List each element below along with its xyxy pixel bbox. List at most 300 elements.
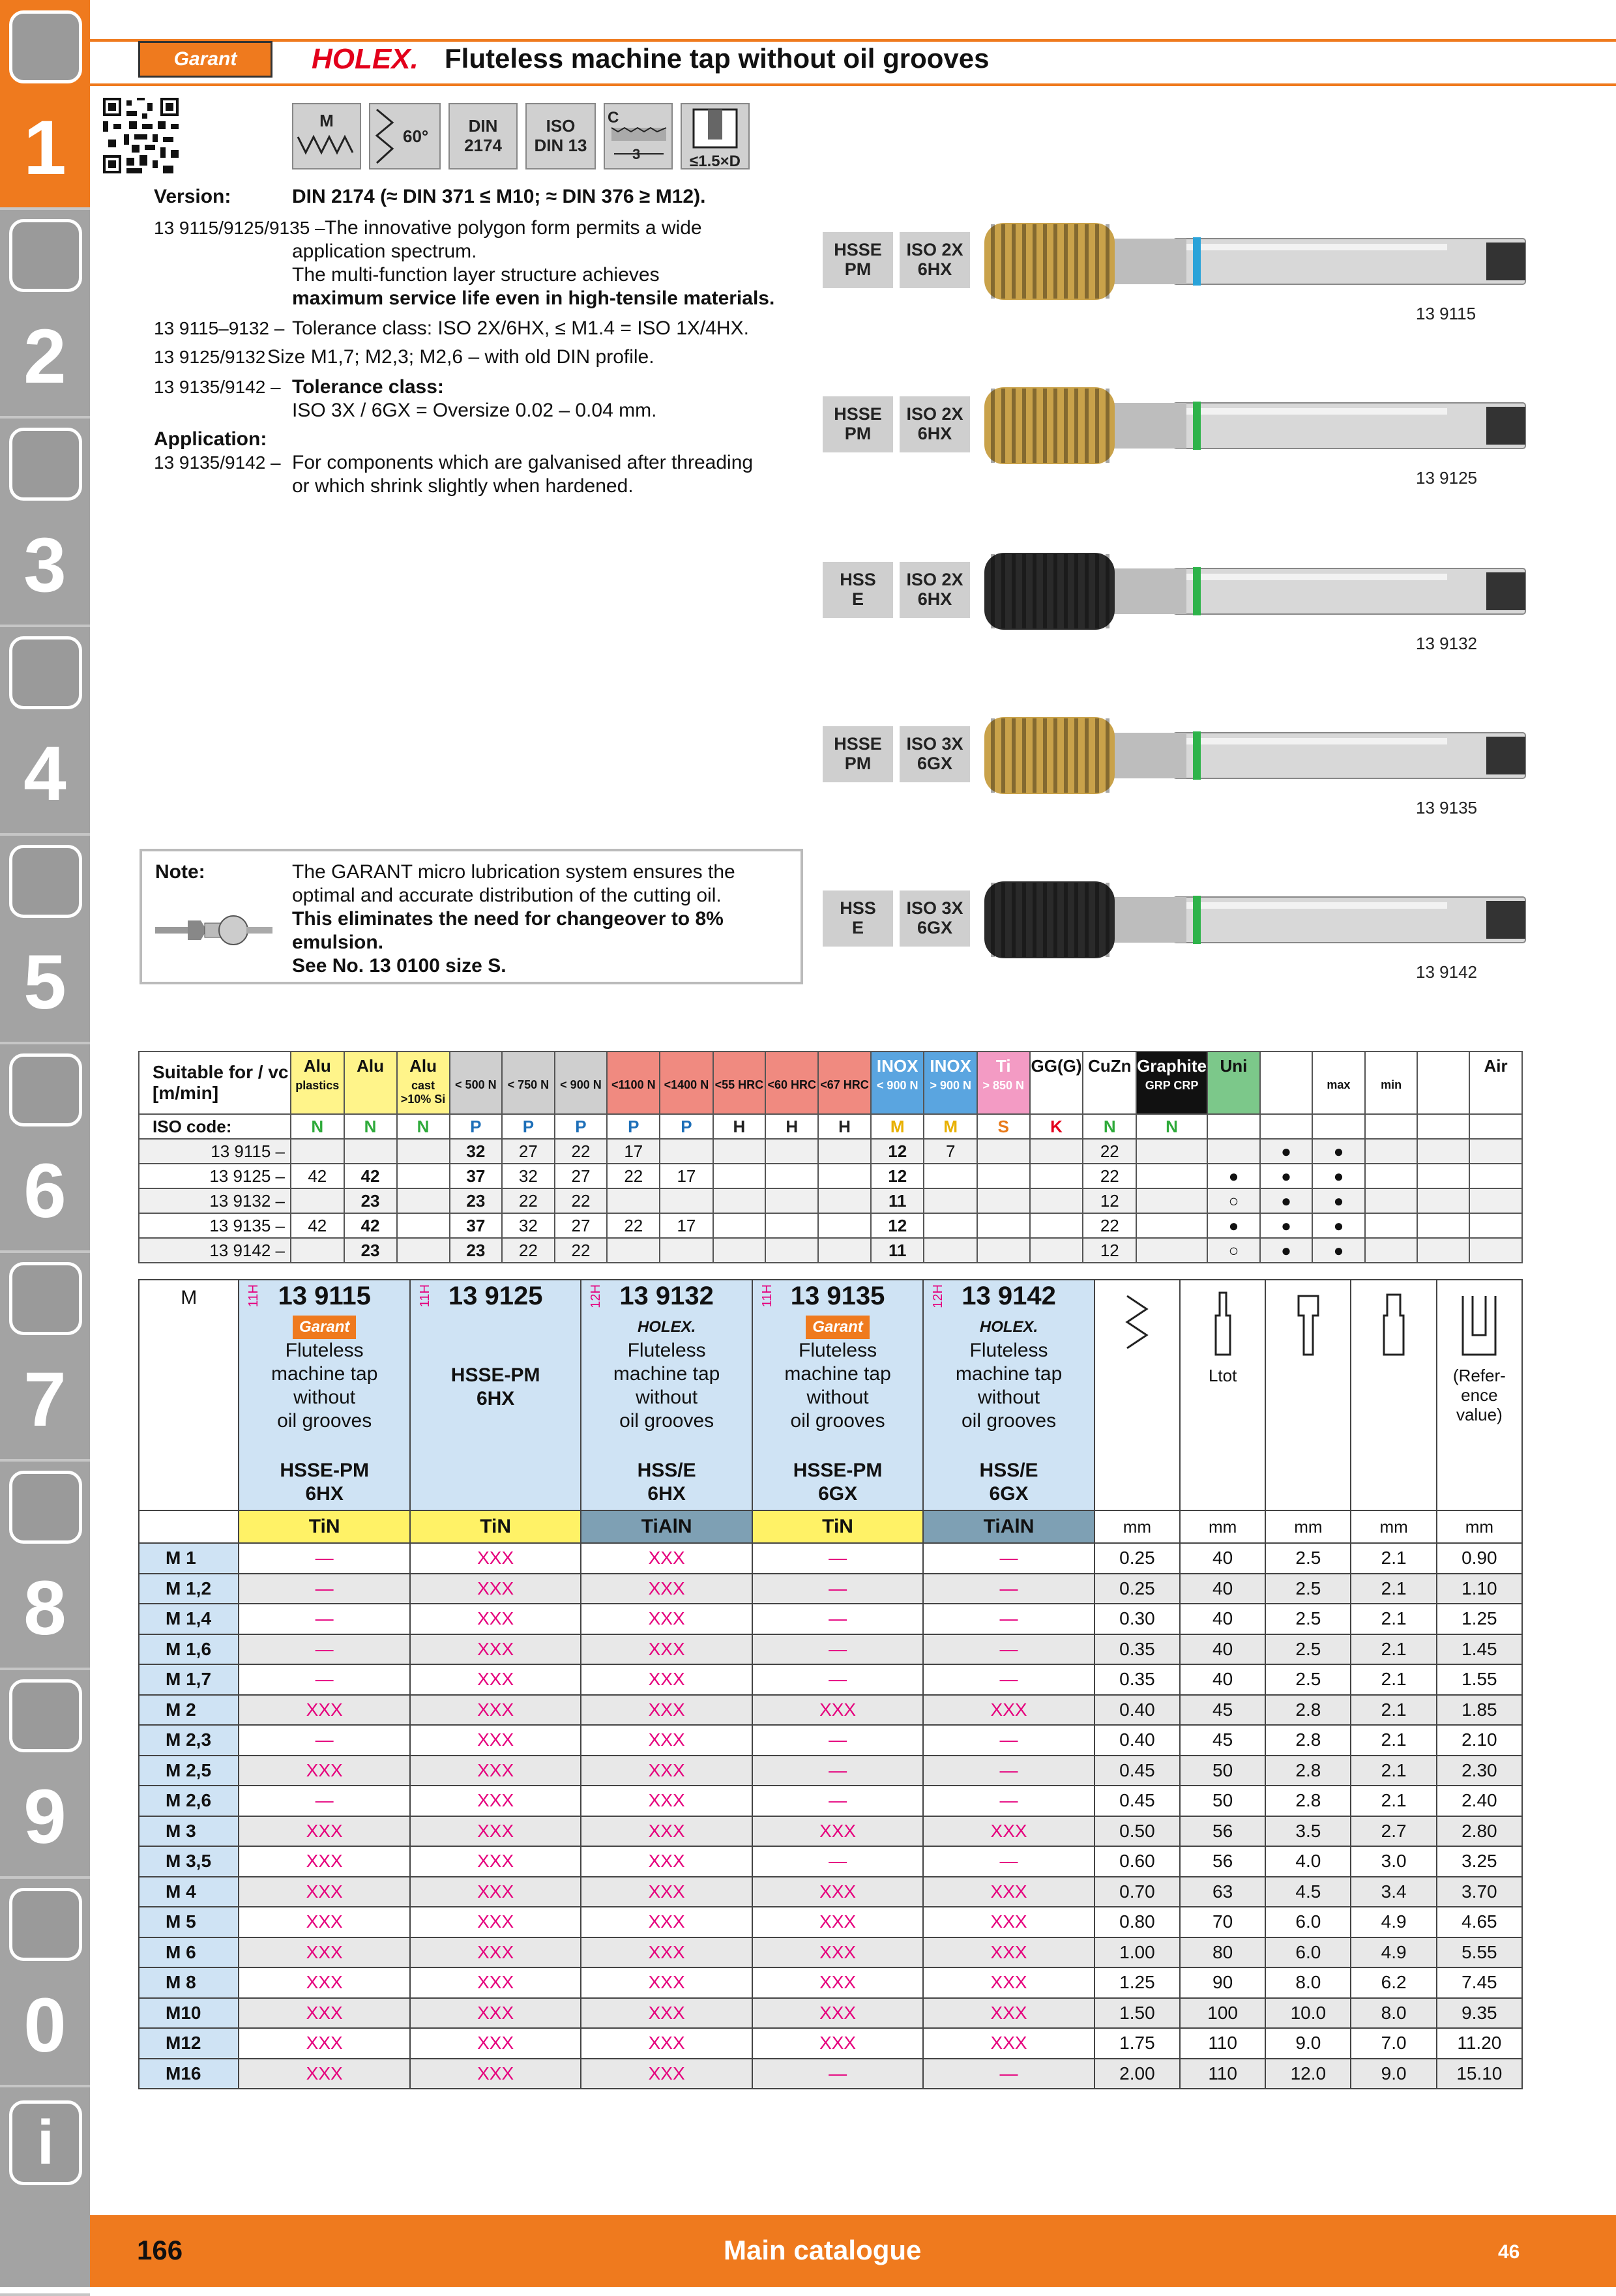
- chapter-number-9[interactable]: 9: [23, 1774, 66, 1860]
- suit-cell: [1136, 1213, 1207, 1238]
- material-group-name: Alu: [409, 1056, 437, 1076]
- availability-cell[interactable]: XXX: [752, 2028, 923, 2059]
- tap-image: [978, 213, 1532, 310]
- availability-cell[interactable]: XXX: [923, 2028, 1094, 2059]
- availability-cell[interactable]: —: [239, 1574, 409, 1604]
- note-text-1: The GARANT micro lubrication system ensures the: [292, 861, 735, 883]
- dimension-cell: 80: [1180, 1937, 1265, 1968]
- dimension-cell: 0.45: [1094, 1786, 1180, 1816]
- material-group-header: [344, 1052, 397, 1114]
- availability-cell[interactable]: XXX: [581, 1574, 752, 1604]
- page-number: 166: [137, 2235, 183, 2265]
- dimension-cell: 0.70: [1094, 1877, 1180, 1907]
- chapter-icon-2[interactable]: [9, 219, 82, 292]
- product-description: oil grooves: [962, 1410, 1057, 1432]
- dimension-cell: 2.1: [1351, 1756, 1436, 1786]
- availability-cell[interactable]: —: [923, 1634, 1094, 1665]
- product-brand: Garant: [806, 1316, 869, 1339]
- suit-cell: ●: [1260, 1213, 1312, 1238]
- chapter-icon-7[interactable]: [9, 1262, 82, 1335]
- product-header: [752, 1280, 923, 1510]
- din-2174-icon: DIN 2174: [448, 103, 518, 169]
- chapter-icon-9[interactable]: [9, 1679, 82, 1752]
- dimension-cell: 12.0: [1265, 2059, 1351, 2089]
- suit-cell: [713, 1164, 766, 1188]
- availability-cell[interactable]: —: [752, 1604, 923, 1634]
- suit-cell: 23: [344, 1188, 397, 1213]
- availability-cell[interactable]: XXX: [410, 1634, 581, 1665]
- dimension-header: [1180, 1280, 1265, 1510]
- suit-cell: ●: [1207, 1164, 1260, 1188]
- dimension-cell: 15.10: [1437, 2059, 1522, 2089]
- iso-code-cell: K: [1030, 1114, 1083, 1139]
- availability-cell[interactable]: XXX: [581, 1937, 752, 1968]
- availability-cell[interactable]: XXX: [239, 2028, 409, 2059]
- chapter-icon-6[interactable]: [9, 1053, 82, 1126]
- m-size-cell: M 8: [139, 1967, 239, 1998]
- availability-cell[interactable]: XXX: [239, 1877, 409, 1907]
- tap-image: [978, 377, 1532, 475]
- availability-cell[interactable]: XXX: [410, 1604, 581, 1634]
- availability-cell[interactable]: —: [239, 1725, 409, 1756]
- article-row: [139, 1907, 1522, 1937]
- chapter-icon-5[interactable]: [9, 845, 82, 918]
- material-group-header: [924, 1052, 977, 1114]
- material-group-header: [1207, 1052, 1260, 1114]
- suit-cell: [397, 1139, 450, 1164]
- suit-cell: 32: [450, 1139, 503, 1164]
- availability-cell[interactable]: —: [752, 1664, 923, 1695]
- chapter-icon-i[interactable]: [9, 2100, 82, 2185]
- holex-logo: HOLEX.: [312, 43, 419, 75]
- suit-cell: 17: [660, 1164, 713, 1188]
- dimension-cell: 5.55: [1437, 1937, 1522, 1968]
- availability-cell[interactable]: XXX: [752, 1937, 923, 1968]
- availability-cell[interactable]: —: [923, 1543, 1094, 1574]
- tolerance-vertical: 12H: [931, 1284, 946, 1308]
- unit-cell: mm: [1351, 1510, 1436, 1543]
- iso-code-cell: N: [1083, 1114, 1136, 1139]
- chapter-divider: [0, 1668, 90, 1670]
- suit-cell: 22: [1083, 1139, 1136, 1164]
- availability-cell[interactable]: XXX: [410, 1998, 581, 2029]
- dimension-cell: 50: [1180, 1756, 1265, 1786]
- angle-60-icon: [369, 103, 441, 169]
- chapter-divider: [0, 416, 90, 419]
- material-badge: [823, 726, 893, 782]
- total-length-icon: [1194, 1289, 1252, 1361]
- version-label: Version:: [154, 186, 231, 207]
- availability-cell[interactable]: XXX: [410, 1846, 581, 1877]
- suit-cell: [977, 1213, 1030, 1238]
- product-description: Fluteless: [969, 1340, 1048, 1361]
- suit-cell: [713, 1213, 766, 1238]
- availability-cell[interactable]: XXX: [410, 1877, 581, 1907]
- suit-row-code: 13 9142 –: [139, 1238, 291, 1263]
- material-group-header: [765, 1052, 818, 1114]
- suit-cell: [1469, 1213, 1522, 1238]
- material-line: E: [851, 589, 864, 609]
- iso-code-cell: N: [1136, 1114, 1207, 1139]
- suit-row: [139, 1164, 1522, 1188]
- dimension-cell: 2.10: [1437, 1725, 1522, 1756]
- dimension-cell: 2.5: [1265, 1634, 1351, 1665]
- dimension-cell: 2.1: [1351, 1786, 1436, 1816]
- suit-cell: [713, 1188, 766, 1213]
- availability-cell[interactable]: —: [752, 2059, 923, 2089]
- product-class: 6HX: [305, 1483, 344, 1505]
- availability-cell[interactable]: XXX: [923, 1967, 1094, 1998]
- article-table: [138, 1279, 1523, 2089]
- material-group-name: CuZn: [1088, 1056, 1132, 1076]
- product-header: [923, 1280, 1094, 1510]
- dimension-cell: 7.45: [1437, 1967, 1522, 1998]
- footer-label: Main catalogue: [724, 2235, 922, 2265]
- availability-cell[interactable]: —: [239, 1664, 409, 1695]
- suit-cell: 42: [344, 1213, 397, 1238]
- suit-cell: ●: [1312, 1139, 1365, 1164]
- availability-cell[interactable]: XXX: [581, 1634, 752, 1665]
- chapter-icon-8[interactable]: [9, 1471, 82, 1544]
- thread-depth-icon: ≤1.5×D: [681, 103, 750, 169]
- suit-cell: [818, 1188, 871, 1213]
- desc-line-4b: ISO 3X / 6GX = Oversize 0.02 – 0.04 mm.: [292, 400, 657, 421]
- tolerance-badge: [900, 396, 970, 452]
- availability-cell[interactable]: XXX: [239, 1846, 409, 1877]
- coating-cell: TiN: [239, 1510, 409, 1543]
- chapter-divider: [0, 2085, 90, 2087]
- product-description: machine tap: [613, 1363, 720, 1385]
- chapter-number-3[interactable]: 3: [23, 522, 66, 608]
- availability-cell[interactable]: XXX: [581, 1967, 752, 1998]
- material-group-name: GG(G): [1031, 1056, 1082, 1076]
- material-group-sub: < 500 N: [455, 1078, 497, 1091]
- availability-cell[interactable]: XXX: [410, 1786, 581, 1816]
- desc-code-5: 13 9135/9142 –: [154, 452, 281, 473]
- material-group-name: INOX: [876, 1056, 918, 1076]
- availability-cell[interactable]: —: [752, 1725, 923, 1756]
- chapter-number-8[interactable]: 8: [23, 1565, 66, 1651]
- tolerance-line: 6HX: [917, 259, 952, 279]
- availability-cell[interactable]: —: [239, 1604, 409, 1634]
- availability-cell[interactable]: XXX: [752, 1816, 923, 1847]
- tap-image: [978, 542, 1532, 640]
- suit-cell: [818, 1238, 871, 1263]
- availability-cell[interactable]: XXX: [923, 1877, 1094, 1907]
- product-class: 6HX: [647, 1483, 686, 1505]
- availability-cell[interactable]: —: [239, 1634, 409, 1665]
- material-group-header: [1365, 1052, 1418, 1114]
- product-description: machine tap: [955, 1363, 1063, 1385]
- availability-cell[interactable]: XXX: [752, 1877, 923, 1907]
- suit-cell: [924, 1188, 977, 1213]
- availability-cell[interactable]: XXX: [581, 1998, 752, 2029]
- chapter-divider: [0, 625, 90, 627]
- material-group-sub: max: [1327, 1078, 1351, 1091]
- iso-code-cell: [1365, 1114, 1418, 1139]
- suit-cell: 22: [1083, 1213, 1136, 1238]
- availability-cell[interactable]: XXX: [581, 1846, 752, 1877]
- availability-cell[interactable]: XXX: [410, 1937, 581, 1968]
- chapter-divider: [0, 833, 90, 836]
- material-group-header: [1030, 1052, 1083, 1114]
- suit-cell: ●: [1260, 1164, 1312, 1188]
- product-class: 6GX: [818, 1483, 858, 1505]
- square-size-icon: [1364, 1289, 1423, 1361]
- desc-line-2: Tolerance class: ISO 2X/6HX, ≤ M1.4 = ISO 1X/4HX.: [292, 317, 749, 339]
- dimension-cell: 45: [1180, 1725, 1265, 1756]
- availability-cell[interactable]: —: [752, 1574, 923, 1604]
- suit-cell: [765, 1188, 818, 1213]
- availability-cell[interactable]: —: [752, 1634, 923, 1665]
- availability-cell[interactable]: XXX: [410, 1664, 581, 1695]
- availability-cell[interactable]: XXX: [410, 1543, 581, 1574]
- dimension-cell: 0.25: [1094, 1574, 1180, 1604]
- availability-cell[interactable]: XXX: [581, 2028, 752, 2059]
- availability-cell[interactable]: XXX: [752, 1695, 923, 1726]
- availability-cell[interactable]: XXX: [239, 1907, 409, 1937]
- availability-cell[interactable]: —: [752, 1786, 923, 1816]
- header-rule-bottom: [90, 83, 1616, 86]
- availability-cell[interactable]: XXX: [923, 1998, 1094, 2029]
- suit-cell: 32: [502, 1213, 555, 1238]
- availability-cell[interactable]: XXX: [410, 1907, 581, 1937]
- m-size-cell: M 2,5: [139, 1756, 239, 1786]
- suit-cell: 22: [555, 1188, 608, 1213]
- availability-cell[interactable]: XXX: [923, 1816, 1094, 1847]
- availability-cell[interactable]: —: [752, 1543, 923, 1574]
- availability-cell[interactable]: XXX: [923, 1907, 1094, 1937]
- suit-cell: [607, 1238, 660, 1263]
- suit-cell: [1469, 1238, 1522, 1263]
- product-description: oil grooves: [619, 1410, 714, 1432]
- availability-cell[interactable]: XXX: [410, 2059, 581, 2089]
- dimension-cell: 3.0: [1351, 1846, 1436, 1877]
- availability-cell[interactable]: XXX: [581, 1604, 752, 1634]
- dimension-cell: 1.55: [1437, 1664, 1522, 1695]
- suit-cell: ●: [1312, 1238, 1365, 1263]
- dimension-cell: 11.20: [1437, 2028, 1522, 2059]
- material-group-header: [502, 1052, 555, 1114]
- material-group-name: Graphite: [1137, 1056, 1207, 1076]
- availability-cell[interactable]: —: [752, 1846, 923, 1877]
- material-line: HSSE: [834, 734, 882, 754]
- availability-cell[interactable]: XXX: [239, 1998, 409, 2029]
- chapter-number-4[interactable]: 4: [23, 731, 66, 817]
- availability-cell[interactable]: XXX: [410, 1967, 581, 1998]
- availability-cell[interactable]: XXX: [410, 1725, 581, 1756]
- availability-cell[interactable]: XXX: [239, 1816, 409, 1847]
- availability-cell[interactable]: XXX: [239, 2059, 409, 2089]
- chapter-number-5[interactable]: 5: [23, 939, 66, 1025]
- availability-cell[interactable]: —: [923, 1756, 1094, 1786]
- iso-code-cell: M: [871, 1114, 924, 1139]
- coating-cell: TiN: [752, 1510, 923, 1543]
- material-group-header: [291, 1052, 344, 1114]
- material-line: HSSE: [834, 404, 882, 424]
- iso-code-cell: H: [713, 1114, 766, 1139]
- dimension-cell: 45: [1180, 1695, 1265, 1726]
- availability-cell[interactable]: XXX: [239, 1937, 409, 1968]
- dimension-cell: 3.4: [1351, 1877, 1436, 1907]
- suit-cell: 11: [871, 1238, 924, 1263]
- chapter-icon-0[interactable]: [9, 1888, 82, 1961]
- chapter-icon-4[interactable]: [9, 636, 82, 709]
- chapter-divider: [0, 1250, 90, 1253]
- suit-cell: 23: [450, 1188, 503, 1213]
- availability-cell[interactable]: XXX: [581, 1786, 752, 1816]
- unit-cell: mm: [1437, 1510, 1522, 1543]
- availability-cell[interactable]: XXX: [752, 1998, 923, 2029]
- availability-cell[interactable]: XXX: [581, 1664, 752, 1695]
- suit-cell: 42: [291, 1213, 344, 1238]
- suit-cell: [924, 1213, 977, 1238]
- article-row: [139, 1543, 1522, 1574]
- unit-cell: mm: [1265, 1510, 1351, 1543]
- dimension-cell: 2.1: [1351, 1604, 1436, 1634]
- product-header: [410, 1280, 581, 1510]
- iso-code-cell: S: [977, 1114, 1030, 1139]
- chapter-icon-1[interactable]: [9, 10, 82, 83]
- material-group-name: INOX: [930, 1056, 971, 1076]
- suit-cell: ●: [1260, 1188, 1312, 1213]
- suit-cell: [1030, 1213, 1083, 1238]
- availability-cell[interactable]: —: [239, 1786, 409, 1816]
- dimension-cell: 3.25: [1437, 1846, 1522, 1877]
- article-code: 13 9132: [619, 1282, 714, 1310]
- suit-cell: [713, 1139, 766, 1164]
- product-brand-spacer: [411, 1314, 580, 1338]
- product-header: [239, 1280, 409, 1510]
- material-group-sub: > 900 N: [930, 1079, 971, 1092]
- chapter-divider: [0, 1876, 90, 1879]
- dimension-cell: 56: [1180, 1816, 1265, 1847]
- availability-cell[interactable]: XXX: [410, 1756, 581, 1786]
- availability-cell[interactable]: XXX: [752, 1967, 923, 1998]
- suit-cell: [291, 1139, 344, 1164]
- article-row: [139, 1846, 1522, 1877]
- tap-image: [978, 707, 1532, 804]
- dimension-cell: 2.40: [1437, 1786, 1522, 1816]
- lubrication-nozzle-icon: [155, 901, 272, 960]
- drill-diameter-icon: [1450, 1289, 1508, 1361]
- availability-cell[interactable]: —: [923, 1574, 1094, 1604]
- availability-cell[interactable]: XXX: [581, 1756, 752, 1786]
- variant-code: 13 9125: [1416, 468, 1477, 488]
- availability-cell[interactable]: XXX: [581, 1725, 752, 1756]
- suit-row: [139, 1213, 1522, 1238]
- chapter-number-2[interactable]: 2: [23, 314, 66, 400]
- dimension-cell: 0.50: [1094, 1816, 1180, 1847]
- availability-cell[interactable]: XXX: [410, 1816, 581, 1847]
- desc-line-1c: The multi-function layer structure achieves: [292, 264, 660, 286]
- tolerance-vertical: 12H: [589, 1284, 604, 1308]
- product-description: oil grooves: [790, 1410, 885, 1432]
- availability-cell[interactable]: XXX: [239, 1756, 409, 1786]
- dimension-cell: 2.5: [1265, 1574, 1351, 1604]
- material-group-sub: <60 HRC: [767, 1078, 816, 1091]
- dimension-cell: 8.0: [1265, 1967, 1351, 1998]
- suit-cell: [1417, 1213, 1469, 1238]
- dimension-cell: 0.40: [1094, 1695, 1180, 1726]
- chapter-number-1[interactable]: 1: [23, 105, 66, 191]
- tolerance-line: ISO 2X: [906, 240, 963, 259]
- tolerance-line: 6HX: [917, 589, 952, 609]
- product-brand: HOLEX.: [979, 1318, 1038, 1336]
- availability-cell[interactable]: XXX: [581, 1543, 752, 1574]
- iso-code-cell: P: [450, 1114, 503, 1139]
- article-row: [139, 1664, 1522, 1695]
- iso-code-cell: N: [344, 1114, 397, 1139]
- availability-cell[interactable]: XXX: [581, 2059, 752, 2089]
- dimension-cell: 2.8: [1265, 1695, 1351, 1726]
- suit-cell: ●: [1260, 1139, 1312, 1164]
- availability-cell[interactable]: XXX: [581, 1877, 752, 1907]
- availability-cell[interactable]: XXX: [410, 2028, 581, 2059]
- chapter-icon-3[interactable]: [9, 428, 82, 501]
- iso-code-cell: N: [397, 1114, 450, 1139]
- availability-cell[interactable]: —: [923, 1725, 1094, 1756]
- product-description: machine tap: [784, 1363, 891, 1385]
- m-size-cell: M 2,3: [139, 1725, 239, 1756]
- suit-cell: [1469, 1139, 1522, 1164]
- availability-cell[interactable]: XXX: [923, 1695, 1094, 1726]
- suit-cell: [291, 1188, 344, 1213]
- availability-cell[interactable]: —: [239, 1543, 409, 1574]
- suit-row-code: 13 9135 –: [139, 1213, 291, 1238]
- tolerance-vertical: 11H: [759, 1284, 774, 1308]
- suit-cell: 27: [502, 1139, 555, 1164]
- availability-cell[interactable]: XXX: [410, 1695, 581, 1726]
- availability-cell[interactable]: XXX: [923, 1937, 1094, 1968]
- material-group-header: [1136, 1052, 1207, 1114]
- availability-cell[interactable]: —: [923, 1786, 1094, 1816]
- availability-cell[interactable]: XXX: [752, 1907, 923, 1937]
- suit-cell: [397, 1238, 450, 1263]
- availability-cell[interactable]: —: [923, 1846, 1094, 1877]
- desc-line-5b: or which shrink slightly when hardened.: [292, 475, 634, 497]
- availability-cell[interactable]: XXX: [581, 1695, 752, 1726]
- suit-cell: [1030, 1238, 1083, 1263]
- m-size-cell: M 5: [139, 1907, 239, 1937]
- suit-cell: [977, 1188, 1030, 1213]
- chapter-number-0[interactable]: 0: [23, 1982, 66, 2068]
- availability-cell[interactable]: XXX: [581, 1907, 752, 1937]
- availability-cell[interactable]: XXX: [581, 1816, 752, 1847]
- note-text-4: emulsion.: [292, 932, 384, 953]
- garant-logo: Garant: [138, 41, 272, 78]
- chapter-number-6[interactable]: 6: [23, 1148, 66, 1234]
- dimension-cell: 2.5: [1265, 1604, 1351, 1634]
- availability-cell[interactable]: —: [923, 1604, 1094, 1634]
- availability-cell[interactable]: —: [923, 2059, 1094, 2089]
- suit-cell: [1365, 1213, 1418, 1238]
- material-group-header: [1083, 1052, 1136, 1114]
- chapter-number-7[interactable]: 7: [23, 1357, 66, 1443]
- desc-code-1: 13 9115/9125/9135 –: [154, 218, 325, 238]
- suit-cell: [660, 1238, 713, 1263]
- availability-cell[interactable]: XXX: [239, 1967, 409, 1998]
- availability-cell[interactable]: XXX: [239, 1695, 409, 1726]
- iso-code-cell: P: [502, 1114, 555, 1139]
- article-row: [139, 1604, 1522, 1634]
- article-header-row: [139, 1280, 1522, 1510]
- availability-cell[interactable]: XXX: [410, 1574, 581, 1604]
- availability-cell[interactable]: —: [752, 1756, 923, 1786]
- dimension-cell: 4.65: [1437, 1907, 1522, 1937]
- material-group-header: [713, 1052, 766, 1114]
- availability-cell[interactable]: —: [923, 1664, 1094, 1695]
